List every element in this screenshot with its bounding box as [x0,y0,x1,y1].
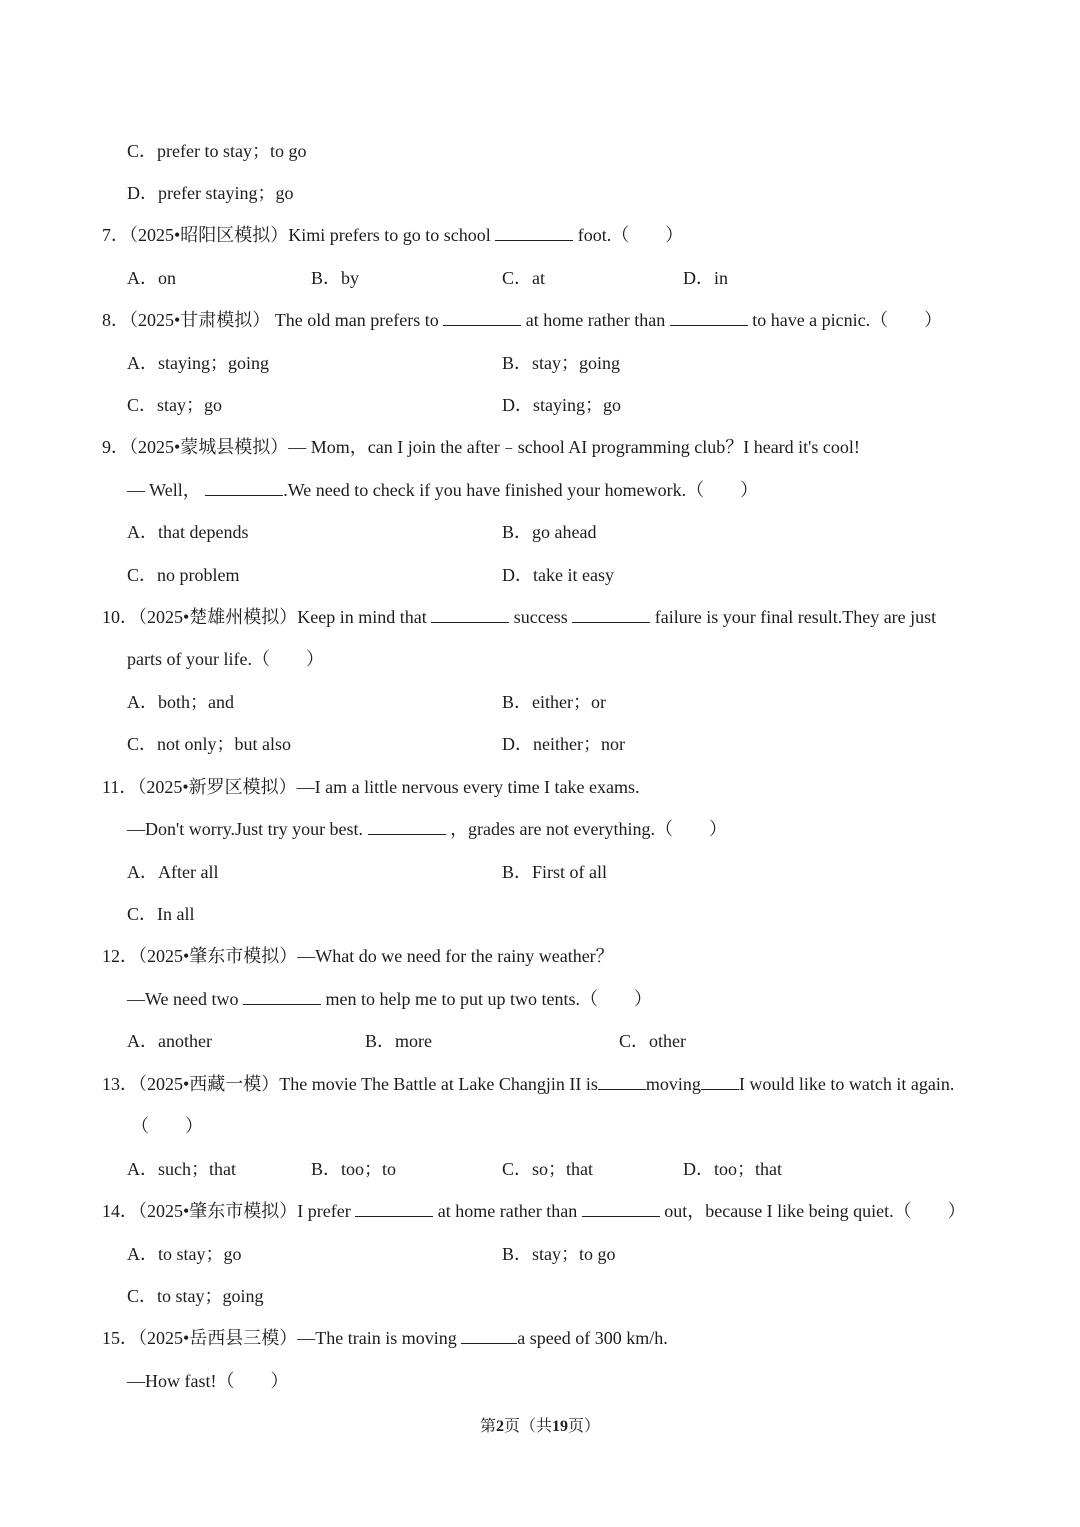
q14-option-a: A．to stay；go [127,1244,242,1264]
q8-option-c: C．stay；go [127,395,223,415]
footer-suffix: 页） [568,1418,601,1435]
q11-stem: 11．（2025•新罗区模拟）—I am a little nervous every time I take exams. [102,777,640,797]
q8-blank-2 [670,310,748,326]
q12-blank-1 [243,989,321,1005]
q8-stem [102,309,942,331]
q13-option-d: D．too；that [683,1159,782,1179]
q10-blank-2 [572,607,650,623]
q13-stem [102,1073,954,1095]
q7-stem-part1: 7．（2025•昭阳区模拟）Kimi prefers to go to school [102,225,491,245]
q15-stem-line2: —How fast!（ ） [127,1371,289,1391]
q14-stem-part1: 14．（2025•肇东市模拟）I prefer [102,1201,351,1221]
q13-option-c: C．so；that [502,1159,594,1179]
q9-option-a: A．that depends [127,522,249,542]
q10-option-a: A．both；and [127,692,234,712]
q13-blank-2 [701,1074,739,1090]
q10-option-b: B．either；or [502,692,606,712]
q14-stem-part3: out，because I like being quiet.（ ） [664,1201,966,1221]
q7-option-b: B．by [311,268,360,288]
q7-option-a: A．on [127,268,176,288]
q9-option-b: B．go ahead [502,522,597,542]
footer-middle: 页（共 [503,1418,552,1435]
q12-stem-part2: men to help me to put up two tents.（ ） [325,989,652,1009]
q10-stem-line2: parts of your life.（ ） [127,649,324,669]
q8-option-b: B．stay；going [502,353,621,373]
total-pages: 19 [552,1418,568,1435]
q8-blank-1 [443,310,521,326]
q13-stem-part1: 13．（2025•西藏一模）The movie The Battle at Lake Changjin II is [102,1074,598,1094]
page-number: 2 [495,1418,504,1435]
q9-stem: 9．（2025•蒙城县模拟）— Mom，can I join the after﹣school AI programming club？I heard it's cool! [102,437,860,457]
q7-stem-part2: foot.（ ） [577,225,684,245]
q7-option-c: C．at [502,268,545,288]
q13-option-b: B．too；to [311,1159,397,1179]
q7-stem [102,224,683,246]
q8-option-a: A．staying；going [127,353,269,373]
q14-blank-1 [355,1201,433,1217]
q11-stem-part2: ，grades are not everything.（ ） [450,819,727,839]
page-footer [0,1416,1080,1438]
q12-option-b: B．more [365,1031,432,1051]
q15-blank-1 [461,1328,517,1344]
q10-stem-part3: failure is your final result.They are just [654,607,937,627]
q13-stem-line2: （ ） [131,1116,203,1136]
q8-option-d: D．staying；go [502,395,621,415]
q10-stem [102,606,936,628]
q9-blank-1 [205,480,283,496]
q14-option-c: C．to stay；going [127,1286,264,1306]
footer-prefix: 第 [479,1418,496,1435]
q14-option-b: B．stay；to go [502,1244,616,1264]
q6-option-d: D．prefer staying；go [127,183,294,203]
q12-stem-line2 [127,988,652,1010]
q7-blank-1 [495,225,573,241]
q11-stem-line2 [127,818,727,840]
q9-stem-part1: — Well， [127,480,201,500]
q13-option-a: A．such；that [127,1159,236,1179]
q8-stem-part1: 8．（2025•甘肃模拟） The old man prefers to [102,310,439,330]
q8-stem-part3: to have a picnic.（ ） [752,310,943,330]
q11-blank-1 [368,819,446,835]
q10-blank-1 [431,607,509,623]
q10-stem-part1: 10．（2025•楚雄州模拟）Keep in mind that [102,607,427,627]
q15-stem-part2: a speed of 300 km/h. [517,1328,668,1348]
q14-stem-part2: at home rather than [437,1201,578,1221]
q13-blank-1 [598,1074,646,1090]
q13-stem-part2: moving [645,1074,701,1094]
q10-stem-part2: success [513,607,568,627]
q9-option-c: C．no problem [127,565,240,585]
q10-option-c: C．not only；but also [127,734,292,754]
q13-stem-part3: I would like to watch it again. [738,1074,955,1094]
q11-option-b: B．First of all [502,862,608,882]
q12-option-c: C．other [619,1031,686,1051]
q11-stem-part1: —Don't worry.Just try your best. [127,819,364,839]
q14-blank-2 [582,1201,660,1217]
q7-option-d: D．in [683,268,728,288]
q15-stem [102,1327,668,1349]
q8-stem-part2: at home rather than [525,310,666,330]
q9-stem-line2 [127,479,758,501]
q12-stem-part1: —We need two [127,989,239,1009]
q6-option-c: C．prefer to stay；to go [127,141,307,161]
q9-stem-part2: .We need to check if you have finished your homework.（ ） [283,480,759,500]
q12-stem: 12．（2025•肇东市模拟）—What do we need for the rainy weather？ [102,946,614,966]
q12-option-a: A．another [127,1031,212,1051]
q11-option-a: A．After all [127,862,219,882]
q11-option-c: C．In all [127,904,195,924]
q14-stem [102,1200,966,1222]
q9-option-d: D．take it easy [502,565,614,585]
q10-option-d: D．neither；nor [502,734,625,754]
q15-stem-part1: 15．（2025•岳西县三模）—The train is moving [102,1328,457,1348]
